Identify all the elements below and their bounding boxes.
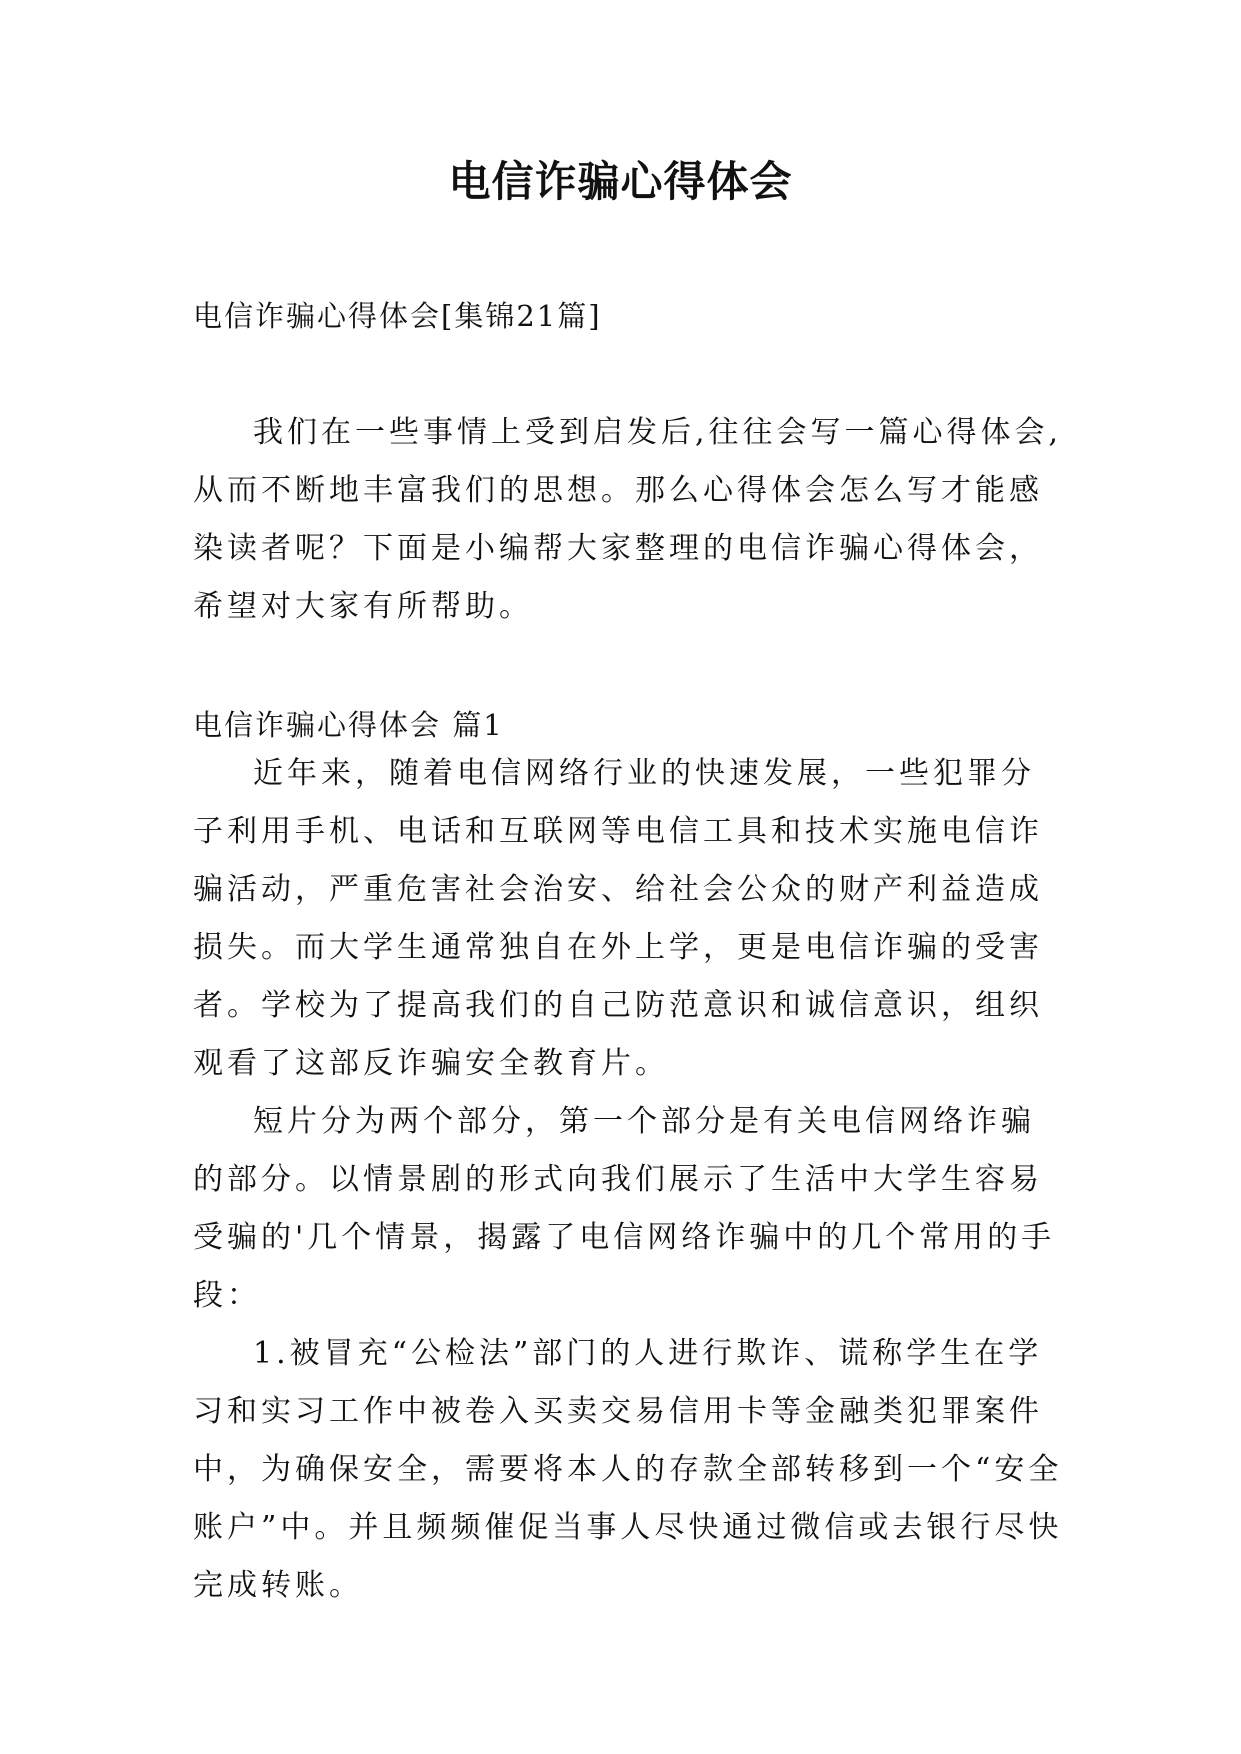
paragraph-2: 短片分为两个部分，第一个部分是有关电信网络诈骗的部分。以情景剧的形式向我们展示了生活中大学生容易受骗的'几个情景，揭露了电信网络诈骗中的几个常用的手段： [193,1104,1056,1313]
paragraph-3: 1.被冒充“公检法”部门的人进行欺诈、谎称学生在学习和实习工作中被卷入买卖交易信用卡等金融类犯罪案件中，为确保安全，需要将本人的存款全部转移到一个“安全账户”中。并且频频催促当事人尽快通过微信或去银行尽快完成转账。 [193,1336,1063,1603]
intro-paragraph: 我们在一些事情上受到启发后,往往会写一篇心得体会,从而不断地丰富我们的思想。那么心得体会怎么写才能感染读者呢？下面是小编帮大家整理的电信诈骗心得体会，希望对大家有所帮助。 [193,415,1063,624]
section-heading: 电信诈骗心得体会 篇1 [193,708,504,742]
body-text [193,745,1063,1615]
document-subtitle: 电信诈骗心得体会[集锦21篇] [193,299,602,333]
intro-block [193,404,1063,636]
document-title: 电信诈骗心得体会 [448,157,793,206]
paragraph-1: 近年来，随着电信网络行业的快速发展，一些犯罪分子利用手机、电话和互联网等电信工具和技术实施电信诈骗活动，严重危害社会治安、给社会公众的财产利益造成损失。而大学生通常独自在外上学，更是电信诈骗的受害者。学校为了提高我们的自己防范意识和诚信意识，组织观看了这部反诈骗安全教育片。 [193,756,1043,1081]
